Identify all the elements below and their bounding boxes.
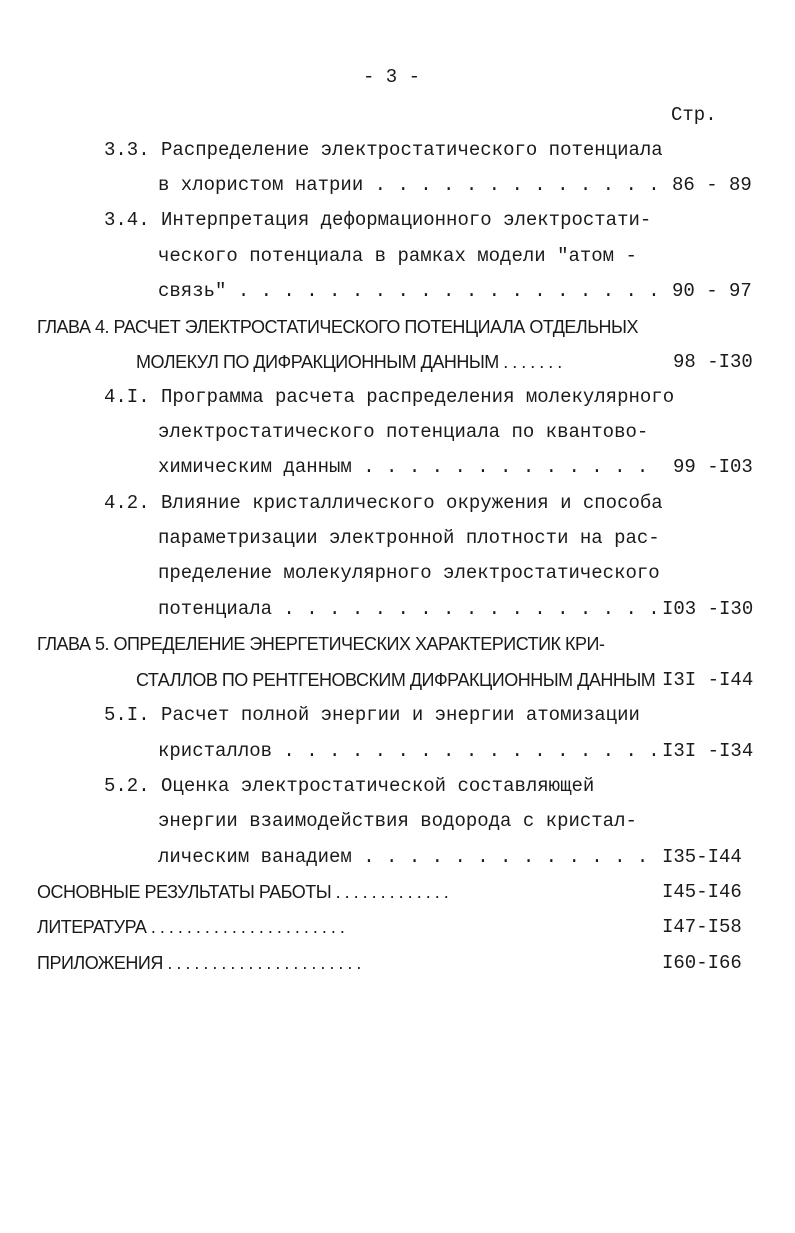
toc-entry-3-3-line2: в хлористом натрии . . . . . . . . . . . . .: [158, 174, 660, 196]
toc-chapter-4-line2: МОЛЕКУЛ ПО ДИФРАКЦИОННЫМ ДАННЫМ . . . . . . .: [136, 352, 562, 372]
toc-entry-5-1-line1: 5.I. Расчет полной энергии и энергии атомизации: [104, 704, 640, 726]
toc-chapter-5-pages: I3I -I44: [662, 669, 754, 691]
toc-entry-4-2-line2: параметризации электронной плотности на рас-: [158, 527, 660, 549]
toc-entry-3-4-line2: ческого потенциала в рамках модели "атом -: [158, 245, 637, 267]
toc-chapter-5-line2: СТАЛЛОВ ПО РЕНТГЕНОВСКИМ ДИФРАКЦИОННЫМ ДАННЫМ: [136, 670, 656, 690]
toc-entry-5-2-pages: I35-I44: [662, 846, 742, 868]
toc-entry-4-1-pages: 99 -I03: [673, 456, 753, 478]
toc-entry-5-1-pages: I3I -I34: [662, 740, 754, 762]
toc-appendices: ПРИЛОЖЕНИЯ . . . . . . . . . . . . . . . . . . . . . .: [37, 953, 361, 973]
toc-entry-4-2-line1: 4.2. Влияние кристаллического окружения и способа: [104, 492, 663, 514]
toc-entry-3-4-pages: 90 - 97: [672, 280, 752, 302]
toc-appendices-pages: I60-I66: [662, 952, 742, 974]
pages-column-header: Стр.: [671, 104, 717, 126]
toc-entry-3-3-line1: 3.3. Распределение электростатического потенциала: [104, 139, 663, 161]
toc-entry-3-4-line1: 3.4. Интерпретация деформационного электростати-: [104, 209, 652, 231]
toc-entry-5-1-line2: кристаллов . . . . . . . . . . . . . . . . .: [158, 740, 660, 762]
toc-entry-5-2-line1: 5.2. Оценка электростатической составляющей: [104, 775, 595, 797]
toc-literature: ЛИТЕРАТУРА . . . . . . . . . . . . . . . . . . . . . .: [37, 917, 345, 937]
toc-entry-3-3-pages: 86 - 89: [672, 174, 752, 196]
toc-entry-3-4-line3: связь" . . . . . . . . . . . . . . . . . . .: [158, 280, 660, 302]
toc-entry-5-2-line3: лическим ванадием . . . . . . . . . . . . .: [158, 846, 649, 868]
toc-entry-4-2-pages: I03 -I30: [662, 598, 754, 620]
toc-chapter-5-line1: ГЛАВА 5. ОПРЕДЕЛЕНИЕ ЭНЕРГЕТИЧЕСКИХ ХАРАКТЕРИСТИК КРИ-: [37, 634, 605, 654]
toc-literature-pages: I47-I58: [662, 916, 742, 938]
toc-entry-4-1-line1: 4.I. Программа расчета распределения молекулярного: [104, 386, 675, 408]
toc-entry-4-1-line2: электростатического потенциала по квантово-: [158, 421, 649, 443]
toc-entry-4-2-line4: потенциала . . . . . . . . . . . . . . . . .: [158, 598, 660, 620]
toc-results-pages: I45-I46: [662, 881, 742, 903]
toc-chapter-4-pages: 98 -I30: [673, 351, 753, 373]
toc-chapter-4-line1: ГЛАВА 4. РАСЧЕТ ЭЛЕКТРОСТАТИЧЕСКОГО ПОТЕНЦИАЛА ОТДЕЛЬНЫХ: [37, 317, 638, 337]
toc-entry-5-2-line2: энергии взаимодействия водорода с кристал-: [158, 810, 637, 832]
toc-results: ОСНОВНЫЕ РЕЗУЛЬТАТЫ РАБОТЫ . . . . . . . . . . . . .: [37, 882, 449, 902]
toc-entry-4-1-line3: химическим данным . . . . . . . . . . . . .: [158, 456, 649, 478]
toc-entry-4-2-line3: пределение молекулярного электростатического: [158, 562, 660, 584]
page-number: - 3 -: [363, 66, 421, 88]
